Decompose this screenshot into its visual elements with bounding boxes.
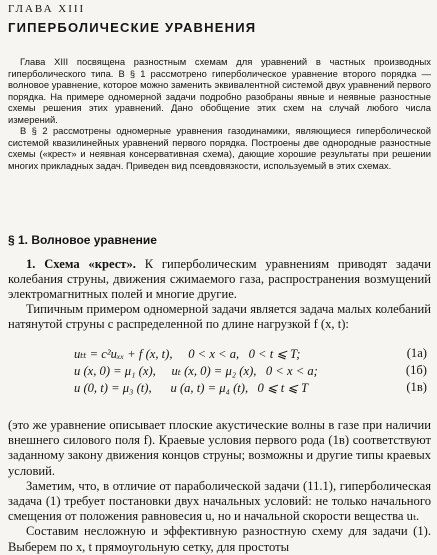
chapter-title: ГИПЕРБОЛИЧЕСКИЕ УРАВНЕНИЯ	[8, 20, 257, 35]
paragraph	[8, 302, 431, 332]
equation: uₜₜ = c²uₓₓ + f (x, t), 0 < x < a, 0 < t ⩽ T;	[74, 347, 301, 361]
paragraph	[8, 257, 431, 303]
equation-number: (1а)	[406, 346, 427, 360]
equation-number: (1б)	[405, 363, 427, 377]
equation-number: (1в)	[406, 380, 427, 394]
equation-row	[8, 363, 431, 380]
equation: u (0, t) = μ₃ (t), u (a, t) = μ₄ (t), 0 ⩽ t ⩽ T	[74, 381, 309, 395]
abstract-paragraph: Глава XIII посвящена разностным схемам для уравнений в частных производных гиперболического типа. В § 1 рассмотрено гиперболическое уравнение второго порядка — волновое уравнение, которое можно заменить эквивалентной системой двух уравнений первого порядка. На примере одномерной задачи подробно разобраны явные и неявные разностные схемы решения этих уравнений. Дано обобщение этих схем на случай любого числа измерений.	[8, 56, 431, 125]
chapter-abstract	[8, 56, 431, 171]
equation-row	[8, 346, 431, 363]
chapter-label: ГЛАВА XIII	[8, 3, 86, 15]
abstract-paragraph: В § 2 рассмотрены одномерные уравнения газодинамики, являющиеся гиперболической системой квазилинейных уравнений первого порядка. Построены две однородные разностные схемы («крест» и неявная консервативная схема), дающие хорошие результаты при решении многих прикладных задач. Приведен вид псевдовязкости, используемый в этих схемах.	[8, 125, 431, 171]
run-in-heading: 1. Схема «крест».	[26, 257, 136, 271]
section-heading: § 1. Волновое уравнение	[8, 233, 157, 247]
equation: u (x, 0) = μ₁ (x), uₜ (x, 0) = μ₂ (x), 0 < x < a;	[74, 364, 318, 378]
paragraph-text: Типичным примером одномерной задачи является задача малых колебаний натянутой струны с распределенной по длине нагрузкой f (x, t):	[8, 302, 431, 332]
paragraph-text: Заметим, что, в отличие от параболической задачи (11.1), гиперболическая задача (1) требует постановки двух начальных условий: не только начального смещения от положения равновесия u, но и начальной скорости вещества uₜ.	[8, 478, 431, 524]
body-text	[8, 418, 431, 555]
paragraph-text: Составим несложную и эффективную разностную схему для задачи (1). Выберем по x, t прямоугольную сетку, для простоты	[8, 524, 431, 554]
equation-row	[8, 380, 431, 397]
paragraph-text: (это же уравнение описывает плоские акустические волны в газе при наличии внешнего силового поля f). Краевые условия первого рода (1в) соответствуют заданному закону движения концов струны; возможны и другие типы краевых условий.	[8, 418, 431, 478]
paragraph-text: К гиперболическим уравнениям приводят задачи колебания струны, движения сжимаемого газа, распространения возмущений электромагнитных полей и многие другие.	[8, 257, 431, 302]
